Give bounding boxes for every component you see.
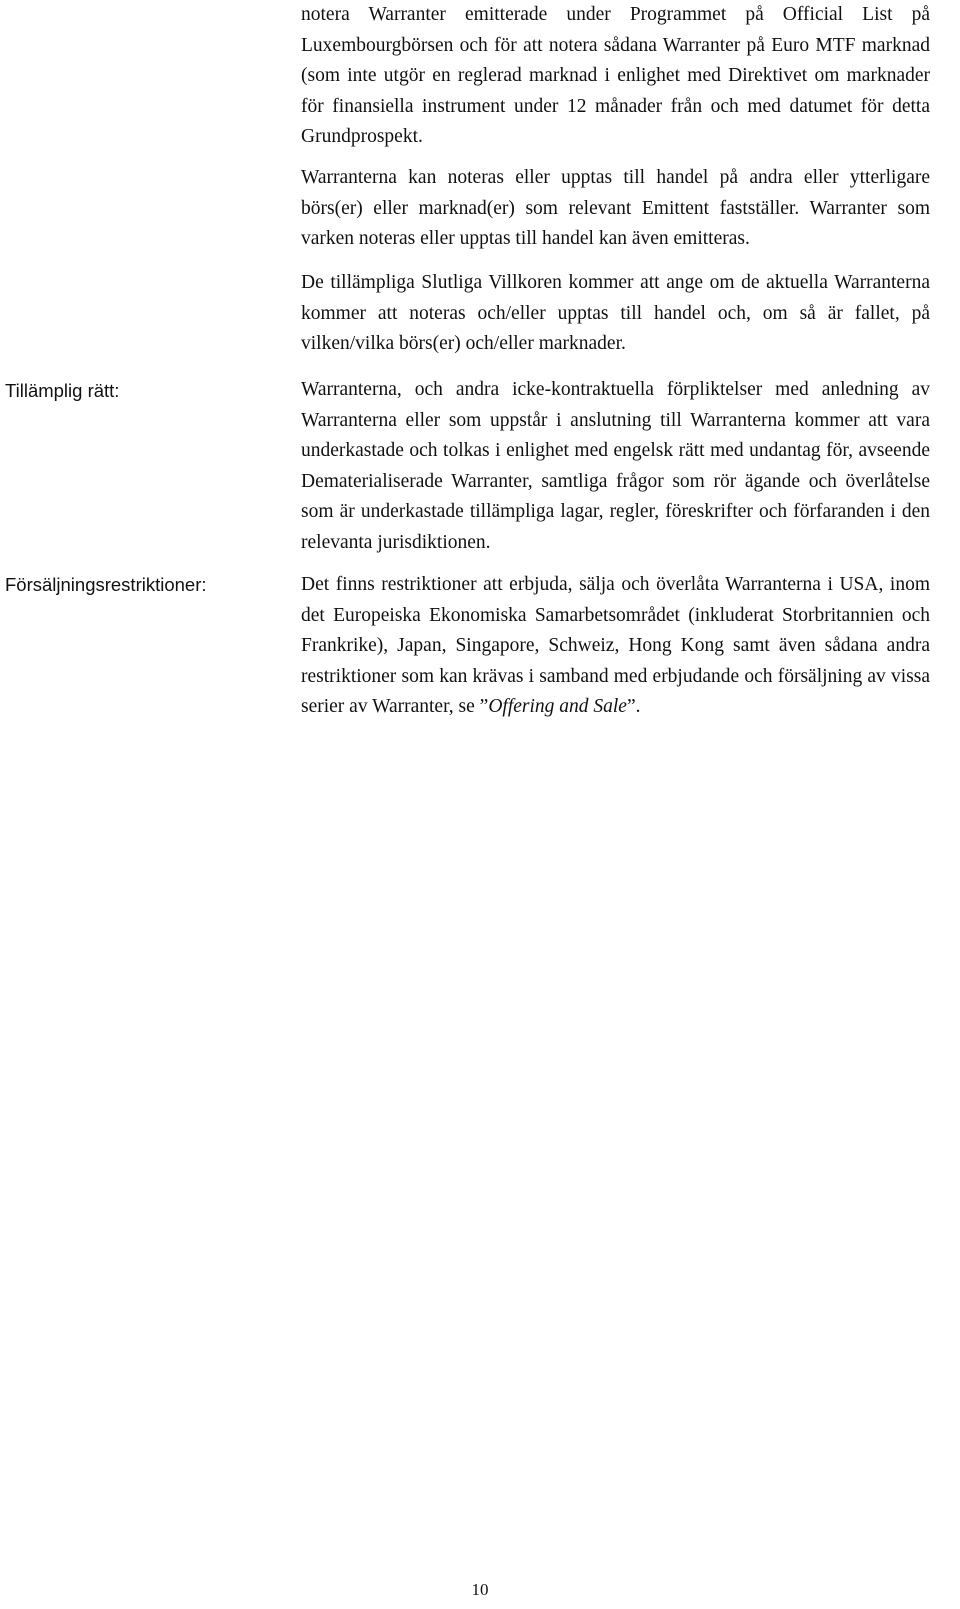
governing-law-label: Tillämplig rätt: (5, 380, 120, 401)
restrictions-tail: ”. (626, 696, 641, 717)
selling-restrictions-paragraph (301, 570, 930, 723)
offering-and-sale-reference: Offering and Sale (488, 696, 627, 717)
final-terms-paragraph: De tillämpliga Slutliga Villkoren kommer att ange om de aktuella Warranterna kommer att noteras och/eller upptas till handel och, om så är fallet, på vilken/vilka börs(er) och/eller marknader. (301, 272, 930, 354)
restrictions-text: Det finns restriktioner att erbjuda, sälja och överlåta Warranterna i USA, inom det Europeiska Ekonomiska Samarbetsområdet (inkluderat Storbritannien och Frankrike), Japan, Singapore, Schweiz, Hong Kong samt även sådana andra restriktioner som kan krävas i samband med erbjudande och försäljning av vissa serier av Warranter, se ” (301, 574, 930, 717)
governing-law-paragraph: Warranterna, och andra icke-kontraktuella förpliktelser med anledning av Warranterna eller som uppstår i anslutning till Warranterna kommer att vara underkastade och tolkas i enlighet med engelsk rätt med undantag för, avseende Dematerialiserade Warranter, samtliga frågor som rör ägande och överlåtelse som är underkastade tillämpliga lagar, regler, föreskrifter och förfaranden i den relevanta jurisdiktionen. (301, 379, 930, 553)
selling-restrictions-label: Försäljningsrestriktioner: (5, 574, 207, 595)
listing-paragraph: notera Warranter emitterade under Programmet på Official List på Luxembourgbörsen och för att notera sådana Warranter på Euro MTF marknad (som inte utgör en reglerad marknad i enlighet med Direktivet om marknader för finansiella instrument under 12 månader från och med datumet för detta Grundprospekt. (301, 4, 930, 147)
additional-listing-paragraph: Warranterna kan noteras eller upptas till handel på andra eller ytterligare börs(er) eller marknad(er) som relevant Emittent fastställer. Warranter som varken noteras eller upptas till handel kan även emitteras. (301, 167, 930, 249)
page-number: 10 (471, 1580, 489, 1599)
